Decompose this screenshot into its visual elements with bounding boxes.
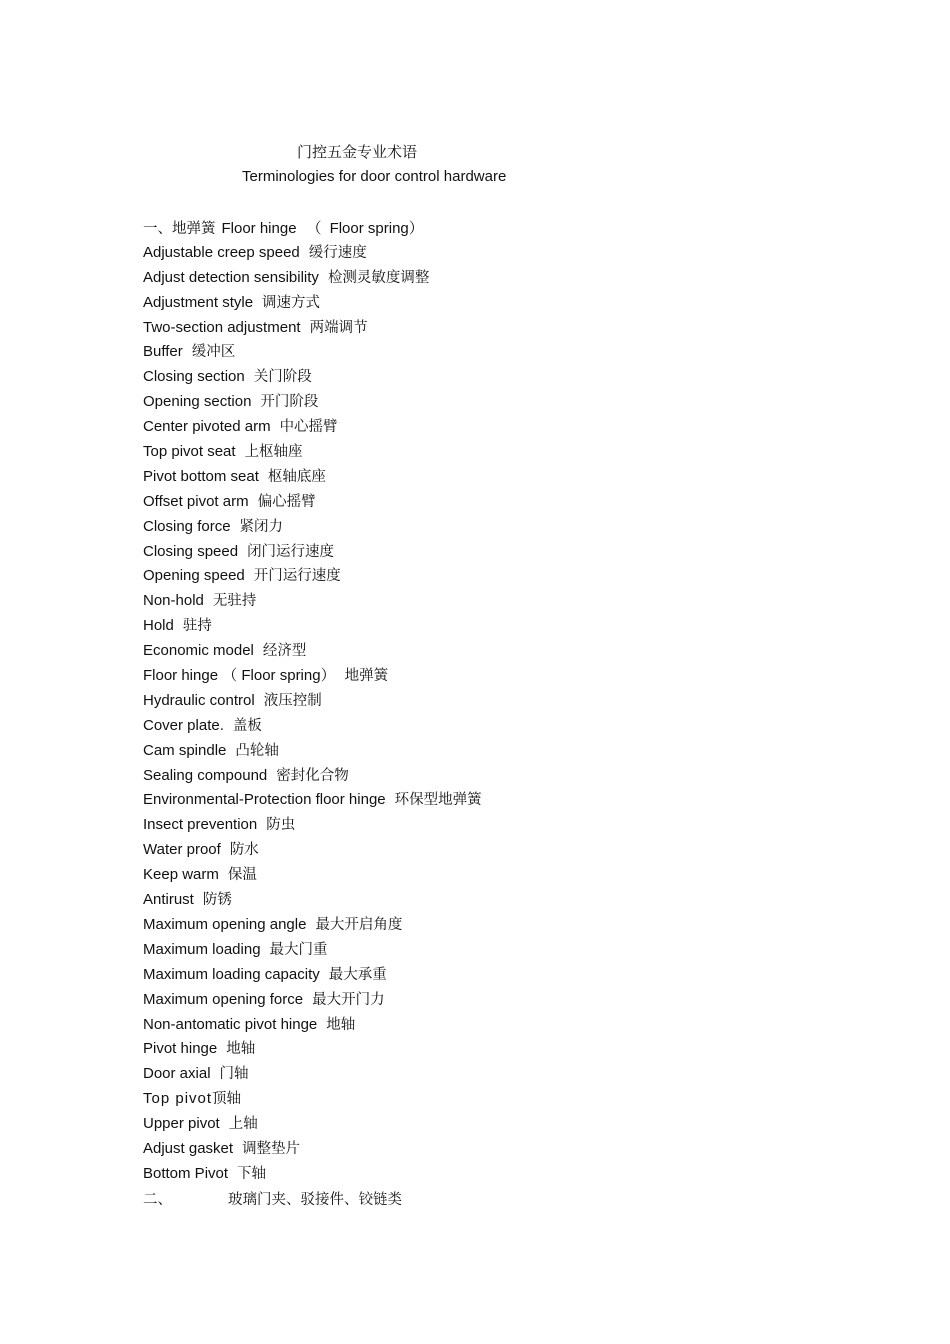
term-en: Hold — [143, 617, 174, 635]
term-en: Buffer — [143, 343, 183, 361]
term-row — [143, 639, 843, 664]
term-row — [143, 1162, 843, 1187]
term-row — [143, 589, 843, 614]
term-cn: 偏心摇臂 — [257, 493, 316, 510]
term-row — [143, 689, 843, 714]
term-cn: 中心摇臂 — [279, 419, 338, 436]
term-en: Pivot bottom seat — [143, 467, 259, 485]
term-cn: 最大承重 — [328, 966, 387, 983]
term-en: Economic model — [143, 642, 254, 660]
term-row — [143, 813, 843, 838]
term-en: Opening section — [143, 393, 252, 411]
document-title-english: Terminologies for door control hardware — [242, 168, 507, 185]
term-row — [143, 291, 843, 316]
term-cn: 上轴 — [228, 1116, 258, 1133]
term-en: Maximum loading — [143, 940, 261, 958]
term-en: Top pivot seat — [143, 443, 236, 461]
term-row — [143, 838, 843, 863]
term-cn: 环保型地弹簧 — [394, 792, 482, 809]
term-cn: 最大门重 — [269, 941, 328, 958]
term-en: Bottom Pivot — [143, 1164, 229, 1182]
term-cn: 检测灵敏度调整 — [327, 269, 430, 286]
term-row — [143, 788, 843, 813]
term-row — [143, 415, 843, 440]
term-cn: 调整垫片 — [242, 1140, 301, 1157]
term-en: Top pivot — [143, 1090, 213, 1108]
term-cn: 防水 — [229, 842, 259, 859]
term-en: Hydraulic control — [143, 691, 255, 709]
term-en: Adjustable creep speed — [143, 243, 300, 261]
term-cn: 驻持 — [182, 618, 212, 635]
term-cn: 防锈 — [202, 892, 232, 909]
term-row — [143, 564, 843, 589]
term-cn: 顶轴 — [212, 1091, 242, 1108]
term-en: Maximum loading capacity — [143, 965, 320, 983]
term-cn: 下轴 — [237, 1165, 267, 1182]
term-en: Environmental-Protection floor hinge — [143, 791, 386, 809]
term-en: Sealing compound — [143, 766, 268, 784]
term-row — [143, 490, 843, 515]
term-row — [143, 316, 843, 341]
term-cn: 枢轴底座 — [267, 468, 326, 485]
term-cn: 地轴 — [326, 1016, 356, 1033]
term-en: Opening speed — [143, 567, 245, 585]
term-row — [143, 241, 843, 266]
term-row — [143, 764, 843, 789]
term-row — [143, 863, 843, 888]
term-cn: 最大开门力 — [312, 991, 385, 1008]
term-en: Insect prevention — [143, 816, 258, 834]
term-en: Closing speed — [143, 542, 239, 560]
term-cn: 地轴 — [226, 1041, 256, 1058]
term-en: Upper pivot — [143, 1115, 220, 1133]
section-paren-close: ） — [408, 219, 424, 237]
term-en: Offset pivot arm — [143, 492, 249, 510]
term-en: Maximum opening angle — [143, 915, 307, 933]
term-cn: 无驻持 — [212, 593, 257, 610]
term-en: Center pivoted arm — [143, 418, 271, 436]
term-en: Non-antomatic pivot hinge — [143, 1015, 318, 1033]
term-row — [143, 913, 843, 938]
term-row — [143, 1013, 843, 1038]
section-paren-open: （ — [306, 219, 322, 237]
term-cn: 开门运行速度 — [253, 568, 341, 585]
term-row — [143, 390, 843, 415]
term-en: Closing section — [143, 368, 245, 386]
term-row — [143, 1087, 843, 1112]
term-cn: 密封化合物 — [276, 767, 349, 784]
term-row — [143, 540, 843, 565]
term-row — [143, 266, 843, 291]
term-en: Floor hinge （ Floor spring） — [143, 667, 336, 685]
section-heading-glass-door — [143, 1187, 843, 1213]
term-row — [143, 465, 843, 490]
term-en: Antirust — [143, 891, 194, 909]
term-row — [143, 440, 843, 465]
term-en: Cover plate. — [143, 716, 224, 734]
term-cn: 两端调节 — [309, 319, 368, 336]
term-row — [143, 365, 843, 390]
term-cn: 最大开启角度 — [315, 916, 403, 933]
term-cn: 缓冲区 — [191, 344, 236, 361]
section-title-cn: 玻璃门夹、驳接件、铰链类 — [228, 1191, 402, 1208]
term-en: Door axial — [143, 1065, 211, 1083]
term-en: Pivot hinge — [143, 1040, 218, 1058]
term-cn: 闭门运行速度 — [247, 543, 335, 560]
term-cn: 地弹簧 — [344, 668, 389, 685]
term-row — [143, 1137, 843, 1162]
term-cn: 调速方式 — [262, 294, 321, 311]
document-title-chinese: 门控五金专业术语 — [297, 143, 418, 161]
term-en: Keep warm — [143, 866, 219, 884]
term-cn: 紧闭力 — [239, 518, 284, 535]
term-en: Adjustment style — [143, 293, 254, 311]
term-row — [143, 664, 843, 689]
term-row — [143, 1112, 843, 1137]
section-heading-floor-hinge — [143, 216, 843, 241]
term-en: Cam spindle — [143, 741, 227, 759]
term-cn: 经济型 — [262, 643, 307, 660]
term-en: Water proof — [143, 841, 221, 859]
term-cn: 液压控制 — [263, 692, 322, 709]
term-cn: 关门阶段 — [253, 369, 312, 386]
section-heading-en: Floor hinge — [221, 220, 297, 237]
term-row — [143, 1062, 843, 1087]
section-heading-subtitle: Floor spring — [329, 220, 409, 237]
term-row — [143, 1037, 843, 1062]
term-en: Adjust detection sensibility — [143, 268, 319, 286]
term-cn: 盖板 — [232, 717, 262, 734]
term-cn: 防虫 — [266, 817, 296, 834]
section-number: 二、 — [143, 1191, 172, 1208]
term-row — [143, 938, 843, 963]
terminology-list — [143, 216, 843, 1213]
term-en: Two-section adjustment — [143, 318, 301, 336]
term-cn: 门轴 — [219, 1066, 249, 1083]
term-row — [143, 888, 843, 913]
term-cn: 凸轮轴 — [235, 742, 279, 759]
term-en: Adjust gasket — [143, 1139, 234, 1157]
term-row — [143, 340, 843, 365]
term-row — [143, 739, 843, 764]
term-row — [143, 614, 843, 639]
term-row — [143, 714, 843, 739]
term-cn: 缓行速度 — [308, 244, 367, 261]
term-row — [143, 988, 843, 1013]
term-en: Closing force — [143, 517, 231, 535]
section-heading-cn: 一、地弹簧 — [143, 221, 216, 237]
term-cn: 开门阶段 — [260, 394, 319, 411]
term-row — [143, 515, 843, 540]
term-en: Non-hold — [143, 592, 204, 610]
term-en: Maximum opening force — [143, 990, 304, 1008]
term-cn: 保温 — [227, 867, 257, 884]
term-cn: 上枢轴座 — [244, 444, 303, 461]
term-row — [143, 963, 843, 988]
